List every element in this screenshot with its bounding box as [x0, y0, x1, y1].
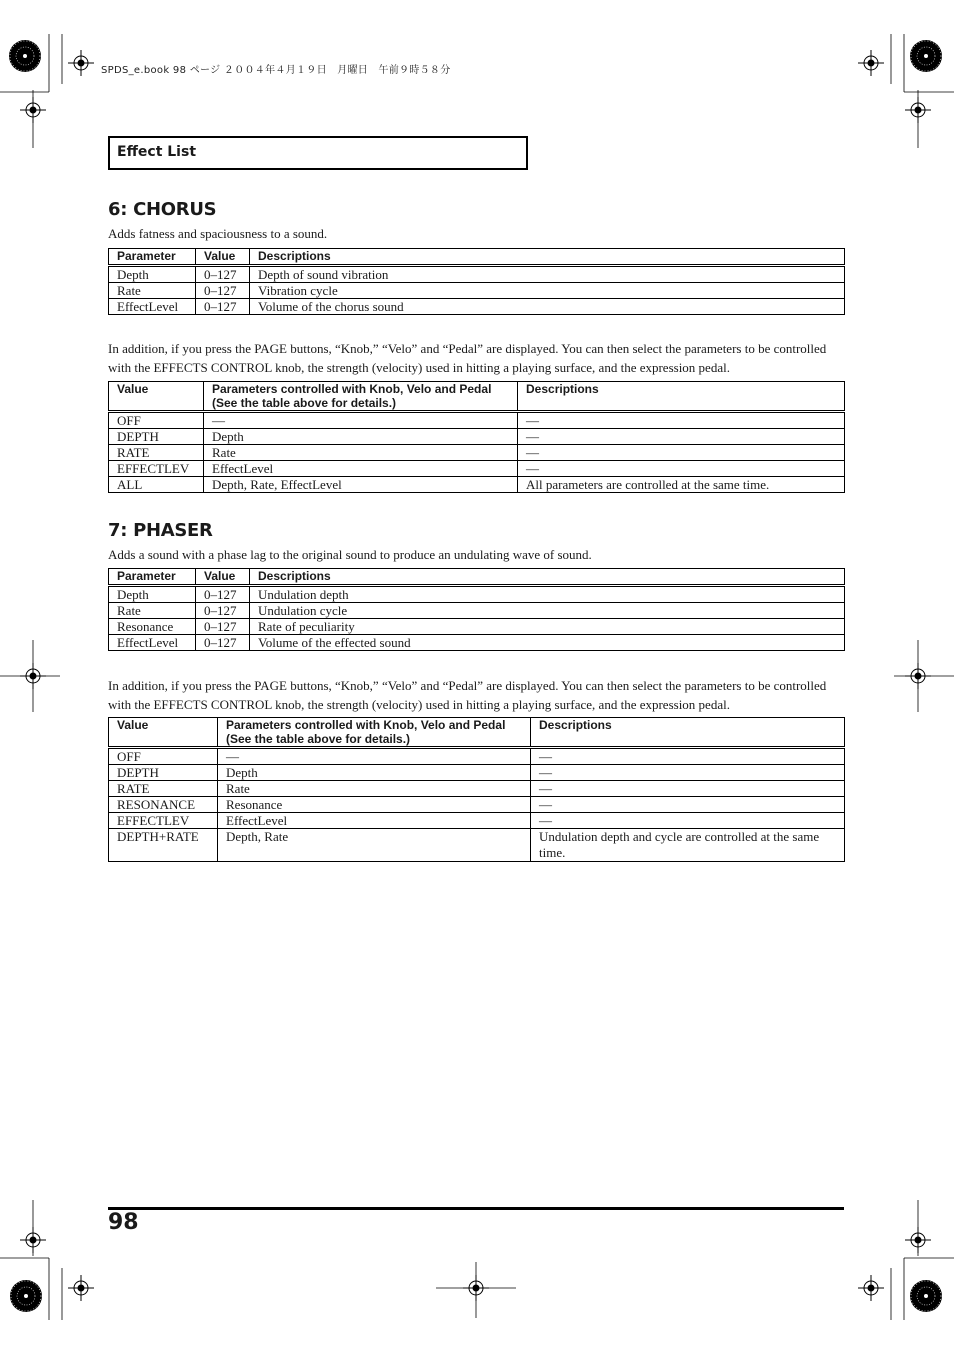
table-row [109, 797, 845, 813]
header-descriptions: Descriptions [250, 569, 845, 586]
param-value: 0–127 [196, 603, 250, 619]
ctrl-description: — [518, 445, 845, 461]
table-row [109, 461, 845, 477]
table-row [109, 781, 845, 797]
section-label: Effect List [117, 144, 197, 160]
ctrl-params: Depth [204, 429, 518, 445]
param-name: Depth [109, 266, 196, 283]
ctrl-params: Depth, Rate, EffectLevel [204, 477, 518, 493]
ctrl-params: Depth [218, 765, 531, 781]
table-row [109, 477, 845, 493]
table-row [109, 266, 845, 283]
header-descriptions: Descriptions [250, 249, 845, 266]
table-row [109, 619, 845, 635]
ctrl-value: DEPTH [109, 429, 204, 445]
ctrl-value: RATE [109, 445, 204, 461]
ctrl-description: Undulation depth and cycle are controlled at the same time. [531, 829, 845, 862]
ctrl-value: OFF [109, 748, 218, 765]
ctrl-value: DEPTH+RATE [109, 829, 218, 862]
table-row [109, 603, 845, 619]
header-controlled-params: Parameters controlled with Knob, Velo and Pedal (See the table above for details.) [218, 718, 531, 748]
ctrl-value: DEPTH [109, 765, 218, 781]
param-name: Rate [109, 283, 196, 299]
param-description: Volume of the effected sound [250, 635, 845, 651]
param-description: Undulation depth [250, 586, 845, 603]
table-row [109, 829, 845, 862]
ctrl-description: — [518, 461, 845, 477]
ctrl-params: EffectLevel [204, 461, 518, 477]
chorus-note: In addition, if you press the PAGE buttons, “Knob,” “Velo” and “Pedal” are displayed. You can then select the parameters to be controlled with the EFFECTS CONTROL knob, the strength (velocity) used in hitting a playing surface, and the expression pedal. [108, 341, 827, 375]
chorus-params-table [108, 248, 845, 315]
param-name: EffectLevel [109, 635, 196, 651]
table-row [109, 813, 845, 829]
header-value: Value [196, 569, 250, 586]
ctrl-params: — [218, 748, 531, 765]
header-value: Value [196, 249, 250, 266]
ctrl-params: Resonance [218, 797, 531, 813]
header-parameter: Parameter [109, 569, 196, 586]
ctrl-params: Depth, Rate [218, 829, 531, 862]
param-name: Depth [109, 586, 196, 603]
param-value: 0–127 [196, 635, 250, 651]
header-parameter: Parameter [109, 249, 196, 266]
header-value: Value [109, 718, 218, 748]
param-description: Volume of the chorus sound [250, 299, 845, 315]
param-description: Depth of sound vibration [250, 266, 845, 283]
table-row [109, 283, 845, 299]
print-slug: SPDS_e.book 98 ページ ２００４年４月１９日 月曜日 午前９時５８分 [101, 65, 451, 76]
param-description: Undulation cycle [250, 603, 845, 619]
param-name: EffectLevel [109, 299, 196, 315]
ctrl-value: RESONANCE [109, 797, 218, 813]
param-value: 0–127 [196, 283, 250, 299]
ctrl-value: EFFECTLEV [109, 461, 204, 477]
section-header-box [108, 136, 528, 170]
ctrl-description: — [518, 429, 845, 445]
ctrl-params: Rate [204, 445, 518, 461]
page-footer-rule [108, 1207, 844, 1210]
param-name: Resonance [109, 619, 196, 635]
ctrl-description: — [518, 412, 845, 429]
header-descriptions: Descriptions [531, 718, 845, 748]
ctrl-description: — [531, 765, 845, 781]
ctrl-value: RATE [109, 781, 218, 797]
table-row [109, 765, 845, 781]
ctrl-value: EFFECTLEV [109, 813, 218, 829]
ctrl-description: — [531, 797, 845, 813]
ctrl-description: — [531, 813, 845, 829]
phaser-note: In addition, if you press the PAGE buttons, “Knob,” “Velo” and “Pedal” are displayed. You can then select the parameters to be controlled with the EFFECTS CONTROL knob, the strength (velocity) used in hitting a playing surface, and the expression pedal. [108, 678, 827, 712]
ctrl-value: OFF [109, 412, 204, 429]
page-number: 98 [108, 1210, 139, 1235]
table-row [109, 299, 845, 315]
header-controlled-params: Parameters controlled with Knob, Velo and Pedal (See the table above for details.) [204, 382, 518, 412]
param-value: 0–127 [196, 266, 250, 283]
param-name: Rate [109, 603, 196, 619]
header-descriptions: Descriptions [518, 382, 845, 412]
table-row [109, 586, 845, 603]
ctrl-description: — [531, 748, 845, 765]
param-value: 0–127 [196, 299, 250, 315]
phaser-params-table [108, 568, 845, 651]
table-header-row [109, 249, 845, 266]
phaser-title: 7: PHASER [108, 520, 213, 541]
table-row [109, 429, 845, 445]
ctrl-description: All parameters are controlled at the same time. [518, 477, 845, 493]
param-value: 0–127 [196, 619, 250, 635]
table-header-row [109, 569, 845, 586]
ctrl-params: EffectLevel [218, 813, 531, 829]
ctrl-params: — [204, 412, 518, 429]
phaser-control-table [108, 717, 845, 862]
ctrl-description: — [531, 781, 845, 797]
table-row [109, 412, 845, 429]
header-value: Value [109, 382, 204, 412]
chorus-control-table [108, 381, 845, 493]
chorus-intro: Adds fatness and spaciousness to a sound. [108, 226, 328, 241]
table-row [109, 635, 845, 651]
ctrl-value: ALL [109, 477, 204, 493]
ctrl-params: Rate [218, 781, 531, 797]
param-description: Rate of peculiarity [250, 619, 845, 635]
param-description: Vibration cycle [250, 283, 845, 299]
param-value: 0–127 [196, 586, 250, 603]
phaser-intro: Adds a sound with a phase lag to the original sound to produce an undulating wave of sound. [108, 547, 592, 562]
table-header-row [109, 382, 845, 412]
table-header-row [109, 718, 845, 748]
table-row [109, 748, 845, 765]
chorus-title: 6: CHORUS [108, 199, 217, 220]
table-row [109, 445, 845, 461]
